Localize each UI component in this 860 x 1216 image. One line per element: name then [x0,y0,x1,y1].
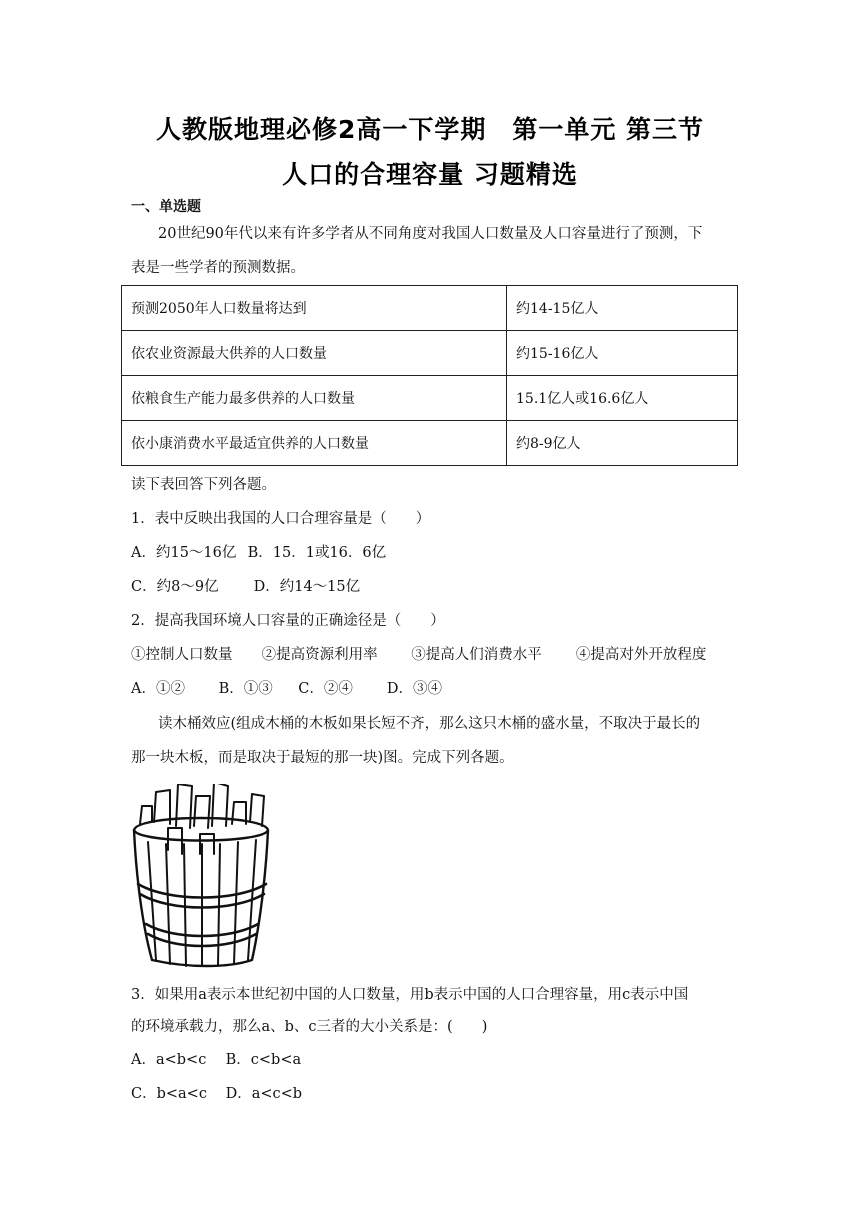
question-1-options-row1 [131,543,386,563]
table-cell-value: 约8-9亿人 [507,421,738,466]
q2-option-c: C．②④ [298,681,353,697]
q3-option-d: D．a<c<b [225,1086,303,1102]
table-cell-label: 依小康消费水平最适宜供养的人口数量 [122,421,507,466]
q2-option-a: A．①② [131,681,185,697]
table-cell-label: 预测2050年人口数量将达到 [122,286,507,331]
question-3-stem-line2: 的环境承载力，那么a、b、c三者的大小关系是：( ) [131,1019,488,1035]
table-row [122,376,738,421]
page-title-line2: 人口的合理容量 习题精选 [282,160,578,189]
question-1-stem: 1．表中反映出我国的人口合理容量是（ ） [131,511,431,527]
q2-statement-3: ③提高人们消费水平 [411,647,542,663]
q2-statement-4: ④提高对外开放程度 [575,647,707,663]
prediction-table [121,285,738,466]
question-3-options-row2 [131,1084,302,1104]
read-table-instruction: 读下表回答下列各题。 [131,477,276,493]
intro-line2: 表是一些学者的预测数据。 [131,260,305,276]
q1-option-b: B．15．1或16．6亿 [247,545,387,561]
question-2-stem: 2．提高我国环境人口容量的正确途径是（ ） [131,613,445,629]
wooden-bucket-icon [128,784,274,968]
table-cell-value: 15.1亿人或16.6亿人 [507,376,738,421]
q1-option-a: A．约15～16亿 [131,545,237,561]
q2-statement-2: ②提高资源利用率 [261,647,378,663]
q3-option-a: A．a<b<c [131,1052,207,1068]
question-2-options [131,679,442,699]
q2-option-b: B．①③ [218,681,273,697]
table-cell-label: 依粮食生产能力最多供养的人口数量 [122,376,507,421]
table-cell-value: 约14-15亿人 [507,286,738,331]
question-1-options-row2 [131,577,360,597]
page-title-line1: 人教版地理必修2高一下学期 第一单元 第三节 [155,115,705,144]
q1-option-c: C．约8～9亿 [131,579,219,595]
question-2-statements [131,645,706,665]
table-row [122,421,738,466]
table-cell-value: 约15-16亿人 [507,331,738,376]
barrel-intro-line1: 读木桶效应(组成木桶的木板如果长短不齐，那么这只木桶的盛水量，不取决于最长的 [158,716,701,732]
table-cell-label: 依农业资源最大供养的人口数量 [122,331,507,376]
q2-statement-1: ①控制人口数量 [131,647,233,663]
question-3-options-row1 [131,1050,301,1070]
q3-option-b: B．c<b<a [225,1052,302,1068]
barrel-intro-line2: 那一块木板，而是取决于最短的那一块)图。完成下列各题。 [131,750,514,766]
q1-option-d: D．约14～15亿 [253,579,361,595]
intro-line1: 20世纪90年代以来有许多学者从不同角度对我国人口数量及人口容量进行了预测，下 [158,226,703,242]
q3-option-c: C．b<a<c [131,1086,207,1102]
table-row [122,286,738,331]
q2-option-d: D．③④ [386,681,442,697]
question-3-stem-line1: 3．如果用a表示本世纪初中国的人口数量，用b表示中国的人口合理容量，用c表示中国 [131,987,689,1003]
table-row [122,331,738,376]
section-heading: 一、单选题 [131,199,201,215]
